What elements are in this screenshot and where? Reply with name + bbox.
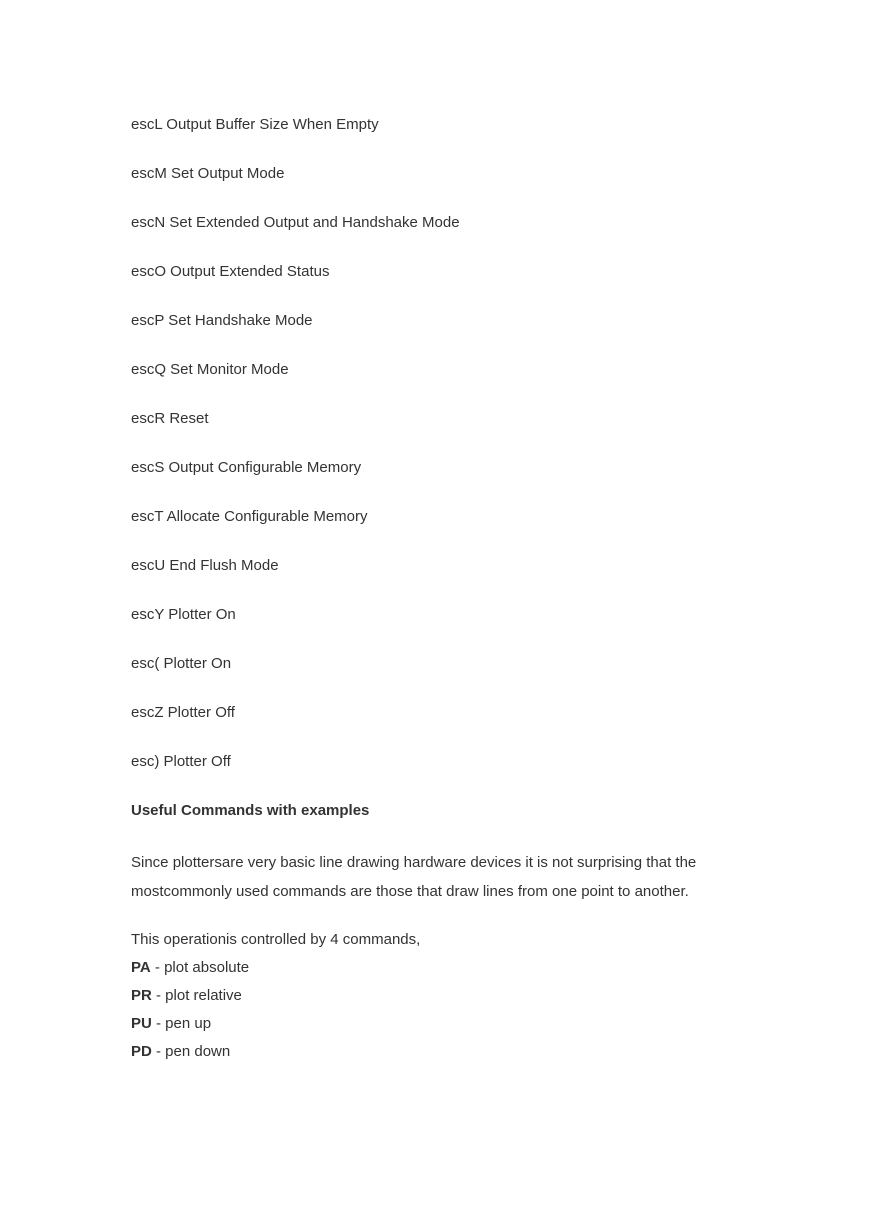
- command-item: [131, 1038, 751, 1066]
- paragraph-line: Since plottersare very basic line drawing hardware devices it is not surprising that the: [131, 854, 697, 871]
- esc-command-line: escS Output Configurable Memory: [131, 459, 362, 476]
- command-description: - plot relative: [151, 987, 242, 1004]
- command-code: PR: [131, 987, 152, 1004]
- esc-command-line: escN Set Extended Output and Handshake Mode: [131, 214, 460, 231]
- esc-command-line: escQ Set Monitor Mode: [131, 361, 289, 378]
- command-definitions: [131, 926, 751, 1066]
- esc-command-line: escY Plotter On: [131, 606, 236, 623]
- command-description: - pen up: [151, 1015, 212, 1032]
- esc-command-line: escM Set Output Mode: [131, 165, 285, 182]
- esc-command-line: escT Allocate Configurable Memory: [131, 508, 368, 525]
- esc-command-line: esc) Plotter Off: [131, 753, 231, 770]
- document-page: [131, 114, 751, 1066]
- command-description: - pen down: [151, 1043, 231, 1060]
- esc-command-line: escZ Plotter Off: [131, 704, 235, 721]
- esc-command-line: escO Output Extended Status: [131, 263, 330, 280]
- command-item: [131, 954, 751, 982]
- command-code: PU: [131, 1015, 152, 1032]
- section-heading: Useful Commands with examples: [131, 802, 370, 819]
- command-item: [131, 982, 751, 1010]
- command-code: PA: [131, 959, 151, 976]
- commands-intro: This operationis controlled by 4 commands,: [131, 931, 421, 948]
- esc-command-line: escP Set Handshake Mode: [131, 312, 313, 329]
- section-paragraph: [131, 848, 751, 926]
- esc-command-list: [131, 114, 751, 800]
- esc-command-line: escL Output Buffer Size When Empty: [131, 116, 379, 133]
- command-description: - plot absolute: [150, 959, 250, 976]
- paragraph-line: mostcommonly used commands are those that draw lines from one point to another.: [131, 883, 689, 900]
- command-item: [131, 1010, 751, 1038]
- command-code: PD: [131, 1043, 152, 1060]
- esc-command-line: escU End Flush Mode: [131, 557, 279, 574]
- esc-command-line: esc( Plotter On: [131, 655, 232, 672]
- esc-command-line: escR Reset: [131, 410, 209, 427]
